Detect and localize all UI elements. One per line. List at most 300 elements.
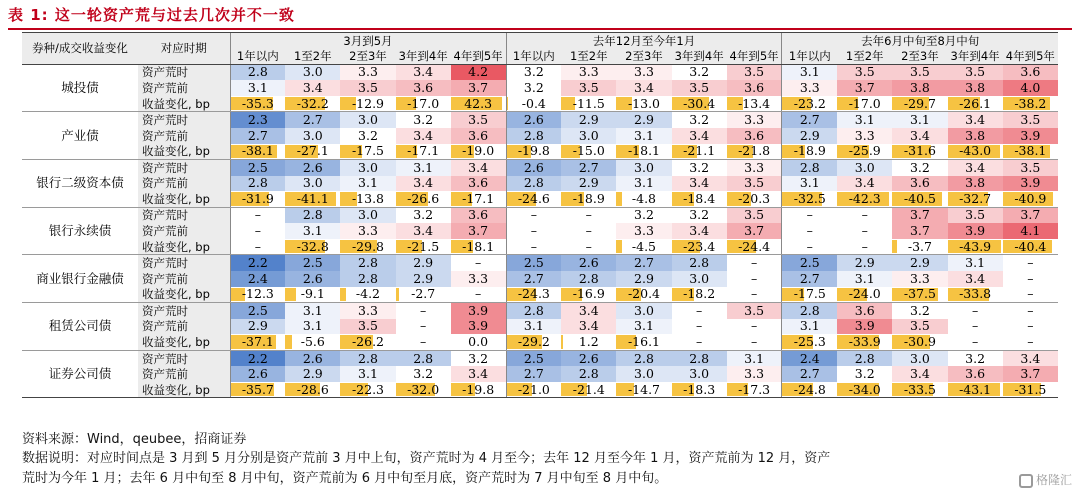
metric-label: 收益变化, bp bbox=[138, 239, 230, 255]
value-cell bbox=[340, 64, 395, 80]
value-cell bbox=[948, 334, 1003, 350]
value-cell bbox=[727, 366, 782, 382]
value-cell bbox=[396, 382, 451, 398]
table-row bbox=[22, 160, 1058, 176]
value-text: -17.0 bbox=[407, 96, 440, 111]
value-text: 2.7 bbox=[302, 112, 323, 128]
value-text: – bbox=[861, 223, 868, 239]
value-cell bbox=[782, 223, 837, 239]
bond-type-cell: 银行永续债 bbox=[22, 207, 138, 255]
value-text: – bbox=[971, 302, 979, 318]
value-text: 3.5 bbox=[744, 64, 765, 80]
value-cell bbox=[230, 239, 285, 255]
value-text: 3.9 bbox=[854, 318, 875, 334]
value-cell bbox=[837, 334, 892, 350]
value-text: – bbox=[475, 255, 482, 271]
value-cell bbox=[1003, 96, 1058, 112]
value-text: 3.0 bbox=[358, 207, 378, 223]
value-cell bbox=[1003, 144, 1058, 160]
value-text: 2.9 bbox=[578, 112, 599, 128]
value-cell bbox=[340, 207, 395, 223]
value-text: – bbox=[971, 334, 979, 350]
value-cell bbox=[451, 287, 506, 303]
value-text: -2.7 bbox=[411, 286, 436, 302]
value-cell bbox=[837, 319, 892, 335]
value-cell bbox=[1003, 64, 1058, 80]
value-text: 3.3 bbox=[854, 127, 875, 143]
value-text: 3.9 bbox=[965, 223, 986, 239]
value-text: -35.3 bbox=[241, 96, 274, 111]
value-cell bbox=[451, 64, 506, 80]
value-cell bbox=[948, 128, 1003, 144]
value-text: -22.3 bbox=[351, 382, 384, 397]
value-cell bbox=[616, 334, 671, 350]
value-cell bbox=[396, 80, 451, 96]
value-text: -4.2 bbox=[355, 286, 381, 302]
value-text: 42.3 bbox=[464, 96, 493, 111]
value-text: -31.6 bbox=[903, 143, 936, 159]
value-text: – bbox=[420, 318, 427, 334]
value-cell bbox=[1003, 382, 1058, 398]
header-type: 券种/成交收益变化 bbox=[22, 33, 138, 65]
value-text: 3.4 bbox=[689, 127, 710, 143]
value-text: 3.2 bbox=[689, 64, 710, 80]
value-cell bbox=[892, 223, 947, 239]
value-text: 3.5 bbox=[854, 64, 875, 80]
value-cell bbox=[948, 176, 1003, 192]
value-cell bbox=[782, 239, 837, 255]
value-text: 3.0 bbox=[634, 302, 654, 318]
value-cell bbox=[396, 334, 451, 350]
value-cell bbox=[506, 80, 561, 96]
value-text: 3.0 bbox=[909, 350, 930, 366]
value-text: 3.0 bbox=[358, 159, 378, 175]
value-text: -25.9 bbox=[848, 143, 881, 159]
value-cell bbox=[727, 334, 782, 350]
value-text: 2.9 bbox=[578, 175, 599, 191]
value-text: 3.4 bbox=[965, 270, 986, 286]
value-text: 3.9 bbox=[468, 318, 489, 334]
value-text: -12.9 bbox=[351, 96, 384, 111]
metric-label: 资产荒时 bbox=[138, 303, 230, 319]
value-cell bbox=[561, 366, 616, 382]
value-cell bbox=[230, 207, 285, 223]
value-text: 3.1 bbox=[744, 350, 765, 366]
value-text: – bbox=[861, 239, 868, 254]
value-cell bbox=[837, 287, 892, 303]
value-cell bbox=[506, 287, 561, 303]
value-text: -37.5 bbox=[903, 286, 936, 302]
value-text: 3.6 bbox=[413, 80, 434, 96]
value-cell bbox=[948, 144, 1003, 160]
value-cell bbox=[948, 319, 1003, 335]
value-text: 3.1 bbox=[799, 318, 820, 334]
value-text: 3.1 bbox=[413, 159, 434, 175]
value-text: 3.0 bbox=[634, 159, 654, 175]
value-cell bbox=[892, 64, 947, 80]
value-text: 2.9 bbox=[909, 255, 930, 271]
value-text: 2.4 bbox=[247, 270, 268, 286]
value-text: – bbox=[971, 318, 979, 334]
value-cell bbox=[837, 128, 892, 144]
value-cell bbox=[230, 112, 285, 128]
value-text: -34.0 bbox=[848, 382, 881, 397]
value-text: 2.3 bbox=[247, 112, 268, 128]
table-row bbox=[22, 64, 1058, 80]
change-bar bbox=[396, 288, 399, 301]
subheader-3-2: 1至2年 bbox=[837, 48, 892, 64]
value-cell bbox=[506, 160, 561, 176]
value-cell bbox=[561, 223, 616, 239]
value-cell bbox=[561, 96, 616, 112]
value-text: 3.3 bbox=[358, 302, 378, 318]
table-row bbox=[22, 191, 1058, 207]
value-cell bbox=[561, 176, 616, 192]
value-cell bbox=[396, 144, 451, 160]
value-cell bbox=[672, 303, 727, 319]
value-text: 2.8 bbox=[634, 350, 654, 366]
value-text: -29.8 bbox=[351, 239, 384, 254]
value-text: 3.4 bbox=[302, 80, 323, 96]
value-cell bbox=[561, 350, 616, 366]
value-text: -24.0 bbox=[848, 286, 881, 302]
value-cell bbox=[672, 80, 727, 96]
value-text: 4.1 bbox=[1020, 223, 1041, 239]
value-text: 3.4 bbox=[413, 127, 434, 143]
value-text: -19.0 bbox=[462, 143, 495, 159]
value-text: -31.5 bbox=[1014, 382, 1047, 397]
value-text: – bbox=[750, 286, 758, 302]
value-cell bbox=[451, 144, 506, 160]
watermark-logo-icon bbox=[1019, 474, 1033, 488]
value-cell bbox=[837, 382, 892, 398]
value-text: – bbox=[806, 207, 813, 223]
value-text: -14.7 bbox=[627, 382, 660, 397]
value-text: -13.8 bbox=[351, 191, 384, 207]
value-text: 3.4 bbox=[965, 159, 986, 175]
value-cell bbox=[616, 80, 671, 96]
value-cell bbox=[672, 223, 727, 239]
value-cell bbox=[230, 255, 285, 271]
value-text: 3.1 bbox=[523, 318, 544, 334]
value-cell bbox=[782, 191, 837, 207]
value-cell bbox=[506, 112, 561, 128]
value-text: – bbox=[750, 255, 758, 271]
metric-label: 资产荒时 bbox=[138, 160, 230, 176]
value-text: – bbox=[696, 302, 703, 318]
value-text: 3.5 bbox=[578, 80, 599, 96]
metric-label: 收益变化, bp bbox=[138, 334, 230, 350]
value-text: 3.0 bbox=[578, 127, 599, 143]
value-cell bbox=[782, 112, 837, 128]
value-text: -40.4 bbox=[1014, 239, 1047, 254]
metric-label: 资产荒时 bbox=[138, 350, 230, 366]
value-cell bbox=[782, 350, 837, 366]
value-cell bbox=[340, 96, 395, 112]
value-text: – bbox=[806, 239, 813, 254]
value-cell bbox=[1003, 128, 1058, 144]
value-cell bbox=[782, 334, 837, 350]
value-text: 3.5 bbox=[1020, 159, 1041, 175]
value-cell bbox=[727, 112, 782, 128]
value-text: 3.6 bbox=[854, 302, 875, 318]
value-cell bbox=[451, 382, 506, 398]
value-text: – bbox=[585, 239, 592, 254]
value-text: -13.4 bbox=[738, 96, 771, 111]
value-text: -17.5 bbox=[351, 143, 384, 159]
value-text: 3.3 bbox=[634, 223, 654, 239]
value-text: 2.9 bbox=[854, 255, 875, 271]
value-cell bbox=[837, 80, 892, 96]
value-text: -18.1 bbox=[462, 239, 495, 254]
value-text: 2.8 bbox=[523, 127, 544, 143]
table-row bbox=[22, 207, 1058, 223]
value-text: -17.1 bbox=[462, 191, 495, 207]
value-text: 3.6 bbox=[909, 175, 930, 191]
value-text: -18.9 bbox=[793, 143, 826, 159]
value-cell bbox=[340, 334, 395, 350]
value-cell bbox=[285, 128, 340, 144]
value-text: 3.5 bbox=[358, 80, 378, 96]
value-cell bbox=[451, 366, 506, 382]
value-text: – bbox=[1027, 255, 1034, 271]
table-row bbox=[22, 80, 1058, 96]
value-text: -19.8 bbox=[517, 143, 550, 159]
value-cell bbox=[948, 191, 1003, 207]
value-cell bbox=[672, 319, 727, 335]
value-cell bbox=[672, 96, 727, 112]
value-cell bbox=[340, 255, 395, 271]
value-cell bbox=[285, 255, 340, 271]
value-text: 2.8 bbox=[247, 64, 268, 80]
value-cell bbox=[892, 271, 947, 287]
value-text: 3.3 bbox=[744, 112, 765, 128]
value-text: 2.7 bbox=[578, 159, 599, 175]
value-cell bbox=[616, 366, 671, 382]
value-text: 3.0 bbox=[302, 175, 323, 191]
value-text: 2.9 bbox=[634, 270, 654, 286]
value-cell bbox=[561, 207, 616, 223]
value-text: – bbox=[1027, 334, 1034, 350]
value-cell bbox=[672, 176, 727, 192]
value-text: -26.6 bbox=[407, 191, 440, 207]
value-text: -16.1 bbox=[627, 334, 660, 350]
header-group-2: 去年12月至今年1月 bbox=[506, 33, 782, 49]
value-text: 3.7 bbox=[854, 80, 875, 96]
value-cell bbox=[396, 176, 451, 192]
value-cell bbox=[285, 366, 340, 382]
value-cell bbox=[1003, 223, 1058, 239]
value-text: 3.7 bbox=[1020, 207, 1041, 223]
value-text: 3.2 bbox=[413, 112, 434, 128]
value-cell bbox=[782, 96, 837, 112]
metric-label: 收益变化, bp bbox=[138, 287, 230, 303]
value-cell bbox=[1003, 287, 1058, 303]
bond-type-cell: 租赁公司债 bbox=[22, 303, 138, 351]
value-text: -32.5 bbox=[793, 191, 826, 207]
value-cell bbox=[340, 287, 395, 303]
value-text: -30.9 bbox=[903, 334, 936, 350]
value-cell bbox=[285, 207, 340, 223]
value-text: 3.3 bbox=[468, 270, 489, 286]
table-row bbox=[22, 96, 1058, 112]
value-cell bbox=[727, 255, 782, 271]
value-text: – bbox=[585, 207, 592, 223]
value-cell bbox=[1003, 255, 1058, 271]
value-cell bbox=[285, 239, 340, 255]
value-text: 3.1 bbox=[358, 175, 378, 191]
value-cell bbox=[285, 191, 340, 207]
value-text: -21.1 bbox=[683, 143, 716, 159]
value-cell bbox=[230, 64, 285, 80]
value-text: 3.0 bbox=[854, 159, 875, 175]
value-text: 3.2 bbox=[909, 302, 930, 318]
value-cell bbox=[672, 64, 727, 80]
metric-label: 收益变化, bp bbox=[138, 191, 230, 207]
value-text: -33.8 bbox=[959, 286, 992, 302]
table-row bbox=[22, 223, 1058, 239]
value-text: 3.6 bbox=[744, 127, 765, 143]
value-text: 3.1 bbox=[634, 318, 654, 334]
value-cell bbox=[782, 287, 837, 303]
value-cell bbox=[340, 176, 395, 192]
value-cell bbox=[672, 112, 727, 128]
value-cell bbox=[396, 350, 451, 366]
value-text: -18.1 bbox=[627, 143, 660, 159]
value-cell bbox=[616, 207, 671, 223]
value-text: -4.8 bbox=[631, 191, 657, 207]
value-text: 3.6 bbox=[744, 80, 765, 96]
value-text: 2.8 bbox=[302, 207, 323, 223]
metric-label: 资产荒时 bbox=[138, 255, 230, 271]
value-text: – bbox=[806, 223, 813, 239]
value-cell bbox=[285, 223, 340, 239]
value-text: – bbox=[530, 207, 537, 223]
subheader-2-4: 3年到4年 bbox=[672, 48, 727, 64]
value-cell bbox=[230, 128, 285, 144]
value-cell bbox=[396, 271, 451, 287]
value-cell bbox=[616, 144, 671, 160]
value-cell bbox=[451, 80, 506, 96]
value-cell bbox=[230, 271, 285, 287]
value-text: 2.8 bbox=[523, 175, 544, 191]
value-cell bbox=[451, 96, 506, 112]
value-cell bbox=[782, 160, 837, 176]
value-text: – bbox=[254, 223, 261, 239]
data-note-line-1: 数据说明：对应时间点是 3 月到 5 月分别是资产荒前 3 月中上旬，资产荒时为 4 月至今；去年 12 月至今年 1 月，资产荒前为 12 月，资产 bbox=[22, 451, 831, 466]
header-period: 对应时期 bbox=[138, 33, 230, 65]
value-cell bbox=[727, 223, 782, 239]
value-cell bbox=[782, 144, 837, 160]
value-cell bbox=[727, 176, 782, 192]
value-text: 2.6 bbox=[302, 350, 323, 366]
source-note: 资料来源：Wind，qeubee，招商证券 bbox=[22, 432, 247, 447]
value-text: 3.1 bbox=[302, 318, 323, 334]
value-text: 3.1 bbox=[965, 255, 986, 271]
value-cell bbox=[230, 191, 285, 207]
value-text: 3.5 bbox=[358, 318, 378, 334]
value-text: 2.7 bbox=[634, 255, 654, 271]
value-cell bbox=[230, 303, 285, 319]
value-text: -17.0 bbox=[848, 96, 881, 111]
value-text: 3.7 bbox=[909, 207, 930, 223]
value-cell bbox=[892, 112, 947, 128]
value-text: -35.7 bbox=[241, 382, 274, 397]
value-text: 3.2 bbox=[965, 350, 986, 366]
value-text: – bbox=[254, 239, 261, 254]
value-cell bbox=[561, 64, 616, 80]
value-cell bbox=[837, 255, 892, 271]
value-text: 3.4 bbox=[578, 318, 599, 334]
value-text: -0.4 bbox=[521, 96, 546, 111]
table-row bbox=[22, 366, 1058, 382]
value-cell bbox=[396, 207, 451, 223]
table-row bbox=[22, 303, 1058, 319]
value-cell bbox=[672, 128, 727, 144]
value-cell bbox=[672, 382, 727, 398]
value-text: 2.6 bbox=[578, 255, 599, 271]
value-cell bbox=[506, 239, 561, 255]
value-text: 3.8 bbox=[965, 127, 986, 143]
value-cell bbox=[285, 303, 340, 319]
value-text: – bbox=[475, 286, 482, 302]
value-cell bbox=[727, 239, 782, 255]
value-text: -11.5 bbox=[572, 96, 605, 111]
value-cell bbox=[451, 176, 506, 192]
value-cell bbox=[561, 80, 616, 96]
value-cell bbox=[892, 191, 947, 207]
value-text: 3.1 bbox=[634, 127, 654, 143]
value-cell bbox=[340, 80, 395, 96]
value-text: -43.0 bbox=[959, 143, 992, 159]
value-cell bbox=[837, 191, 892, 207]
value-text: 3.2 bbox=[413, 366, 434, 382]
value-text: -18.4 bbox=[683, 191, 716, 207]
value-text: 3.1 bbox=[799, 175, 820, 191]
value-text: 2.8 bbox=[799, 302, 820, 318]
value-cell bbox=[948, 207, 1003, 223]
value-cell bbox=[451, 255, 506, 271]
value-text: -13.0 bbox=[627, 96, 660, 111]
value-cell bbox=[506, 64, 561, 80]
value-text: 3.4 bbox=[578, 302, 599, 318]
value-cell bbox=[948, 287, 1003, 303]
subheader-2-2: 1至2年 bbox=[561, 48, 616, 64]
value-text: 3.4 bbox=[689, 223, 710, 239]
value-cell bbox=[340, 366, 395, 382]
value-cell bbox=[285, 319, 340, 335]
value-cell bbox=[782, 255, 837, 271]
subheader-3-4: 3年到4年 bbox=[948, 48, 1003, 64]
value-cell bbox=[837, 350, 892, 366]
value-cell bbox=[672, 191, 727, 207]
subheader-1-3: 2至3年 bbox=[340, 48, 395, 64]
bond-type-cell: 商业银行金融债 bbox=[22, 255, 138, 303]
value-text: 2.4 bbox=[799, 350, 820, 366]
table-row bbox=[22, 112, 1058, 128]
value-cell bbox=[285, 144, 340, 160]
value-cell bbox=[506, 334, 561, 350]
value-text: 3.4 bbox=[413, 64, 434, 80]
value-text: 3.5 bbox=[909, 318, 930, 334]
value-text: 3.3 bbox=[358, 223, 378, 239]
value-cell bbox=[230, 96, 285, 112]
value-cell bbox=[396, 287, 451, 303]
value-text: -21.0 bbox=[517, 382, 550, 397]
value-cell bbox=[837, 303, 892, 319]
value-cell bbox=[948, 96, 1003, 112]
value-cell bbox=[285, 112, 340, 128]
